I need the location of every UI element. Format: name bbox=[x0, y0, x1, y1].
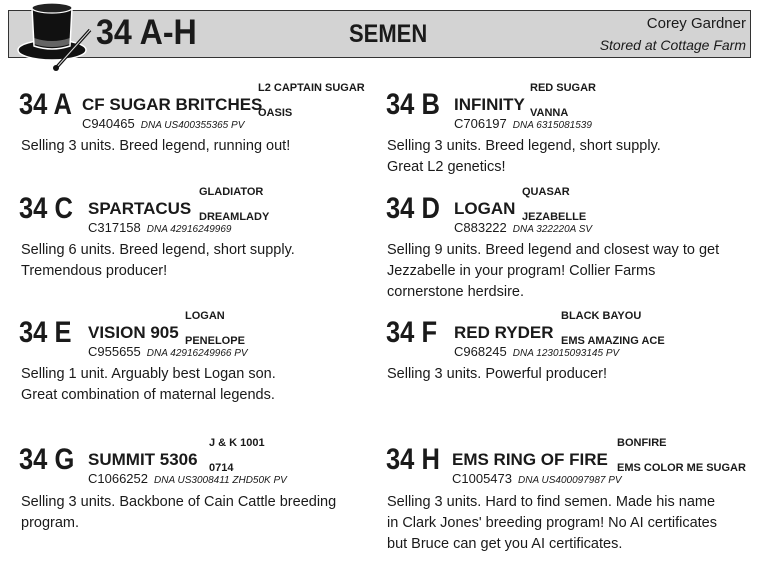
lot-number: 34 A bbox=[19, 88, 72, 121]
registration bbox=[454, 344, 619, 359]
registration bbox=[452, 471, 622, 486]
registration-number: C706197 bbox=[454, 116, 507, 131]
dna-number: DNA US400355365 PV bbox=[140, 120, 245, 131]
registration bbox=[88, 471, 287, 486]
registration-number: C883222 bbox=[454, 220, 507, 235]
bull-name: RED RYDER bbox=[454, 323, 554, 342]
dam-name: EMS AMAZING ACE bbox=[561, 335, 665, 347]
lot-number: 34 G bbox=[19, 443, 75, 476]
sire-name: J & K 1001 bbox=[209, 437, 265, 449]
owner-name: Corey Gardner bbox=[646, 15, 746, 32]
dna-number: DNA US400097987 PV bbox=[518, 475, 622, 486]
bull-name: INFINITY bbox=[454, 95, 525, 114]
storage-location: Stored at Cottage Farm bbox=[599, 37, 746, 53]
registration-number: C968245 bbox=[454, 344, 507, 359]
sire-name: GLADIATOR bbox=[199, 186, 264, 198]
description-line: Selling 9 units. Breed legend and closest way to get bbox=[387, 242, 720, 258]
description-line: Selling 3 units. Backbone of Cain Cattle breeding bbox=[21, 494, 337, 510]
bull-name: CF SUGAR BRITCHES bbox=[82, 95, 263, 114]
dam-name: PENELOPE bbox=[185, 335, 245, 347]
lot-number: 34 C bbox=[19, 192, 73, 225]
lot-number: 34 D bbox=[386, 192, 440, 225]
registration-number: C940465 bbox=[82, 116, 135, 131]
sire-name: BONFIRE bbox=[617, 437, 667, 449]
sire-name: QUASAR bbox=[522, 186, 570, 198]
description-line: program. bbox=[21, 515, 80, 531]
description-line: Selling 3 units. Breed legend, running out! bbox=[21, 138, 291, 154]
bull-name: EMS RING OF FIRE bbox=[452, 450, 608, 469]
lot-range-title: 34 A-H bbox=[96, 13, 197, 52]
description-line: Great combination of maternal legends. bbox=[21, 387, 275, 403]
registration bbox=[454, 220, 592, 235]
description-line: Great L2 genetics! bbox=[387, 159, 506, 175]
bull-name: LOGAN bbox=[454, 199, 516, 218]
dna-number: DNA 6315081539 bbox=[512, 120, 592, 131]
description-line: Selling 3 units. Powerful producer! bbox=[387, 366, 608, 382]
registration-number: C317158 bbox=[88, 220, 141, 235]
description-line: cornerstone herdsire. bbox=[387, 284, 525, 300]
dam-name: OASIS bbox=[258, 107, 293, 119]
registration bbox=[88, 344, 248, 359]
lot-description bbox=[21, 136, 381, 157]
description-line: but Bruce can get you AI certificates. bbox=[387, 536, 623, 552]
lot-description bbox=[387, 136, 747, 178]
description-line: Selling 3 units. Breed legend, short supply. bbox=[387, 138, 661, 154]
dna-number: DNA 42916249969 bbox=[146, 224, 232, 235]
lot-number: 34 H bbox=[386, 443, 440, 476]
lot-description bbox=[21, 492, 381, 534]
dna-number: DNA 322220A SV bbox=[512, 224, 593, 235]
description-line: Selling 3 units. Hard to find semen. Made his name bbox=[387, 494, 716, 510]
dam-name: JEZABELLE bbox=[522, 211, 587, 223]
lot-number: 34 E bbox=[19, 316, 72, 349]
description-line: in Clark Jones' breeding program! No AI certificates bbox=[387, 515, 717, 531]
dam-name: EMS COLOR ME SUGAR bbox=[617, 462, 746, 474]
registration bbox=[454, 116, 592, 131]
registration-number: C1066252 bbox=[88, 471, 148, 486]
sire-name: BLACK BAYOU bbox=[561, 310, 642, 322]
lot-description bbox=[21, 240, 381, 282]
sire-name: L2 CAPTAIN SUGAR bbox=[258, 82, 365, 94]
dna-number: DNA 123015093145 PV bbox=[512, 348, 620, 359]
lot-number: 34 F bbox=[386, 316, 438, 349]
description-line: Tremendous producer! bbox=[21, 263, 168, 279]
dam-name: 0714 bbox=[209, 462, 234, 474]
dna-number: DNA US3008411 ZHD50K PV bbox=[154, 475, 287, 486]
dam-name: VANNA bbox=[530, 107, 569, 119]
lot-description bbox=[387, 240, 747, 303]
bull-name: SUMMIT 5306 bbox=[88, 450, 198, 469]
sire-name: LOGAN bbox=[185, 310, 225, 322]
description-line: Jezzabelle in your program! Collier Farms bbox=[387, 263, 656, 279]
registration bbox=[82, 116, 244, 131]
lot-description bbox=[21, 364, 381, 406]
bull-name: SPARTACUS bbox=[88, 199, 192, 218]
dna-number: DNA 42916249966 PV bbox=[146, 348, 248, 359]
description-line: Selling 6 units. Breed legend, short supply. bbox=[21, 242, 295, 258]
description-line: Selling 1 unit. Arguably best Logan son. bbox=[21, 366, 276, 382]
lot-number: 34 B bbox=[386, 88, 440, 121]
sire-name: RED SUGAR bbox=[530, 82, 597, 94]
registration-number: C1005473 bbox=[452, 471, 512, 486]
lot-description bbox=[387, 364, 747, 385]
section-title: SEMEN bbox=[349, 20, 428, 48]
top-hat-icon bbox=[14, 0, 92, 72]
dam-name: DREAMLADY bbox=[199, 211, 270, 223]
bull-name: VISION 905 bbox=[88, 323, 179, 342]
registration bbox=[88, 220, 231, 235]
registration-number: C955655 bbox=[88, 344, 141, 359]
lot-description bbox=[387, 492, 747, 555]
